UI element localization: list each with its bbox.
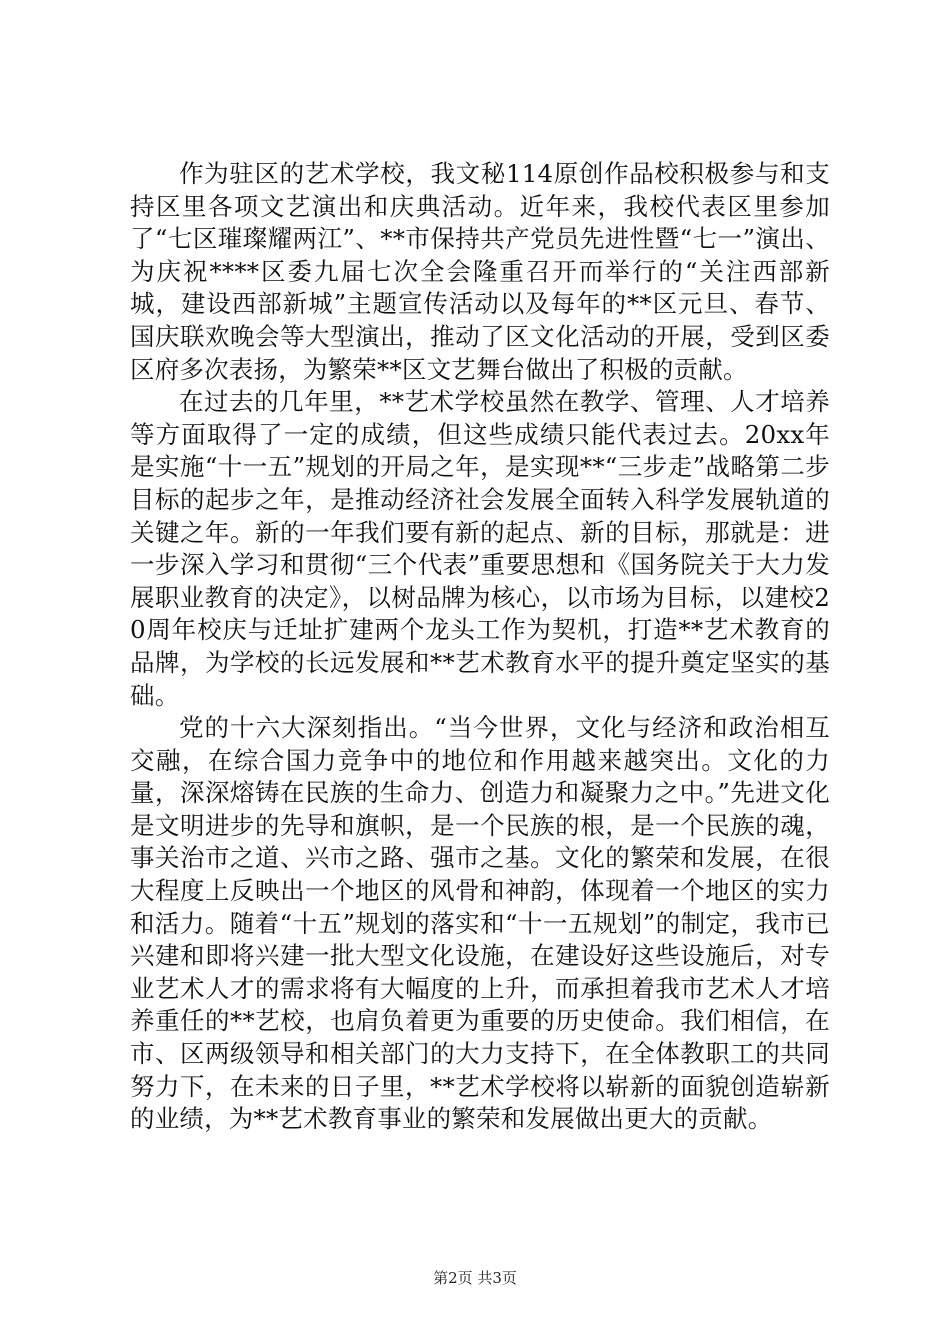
document-body <box>130 158 830 1136</box>
paragraph-2: 在过去的几年里，**艺术学校虽然在教学、管理、人才培养等方面取得了一定的成绩，但这些成绩只能代表过去。20xx年是实施“十一五”规划的开局之年，是实现**“三步走”战略第二步目标的起步之年，是推动经济社会发展全面转入科学发展轨道的关键之年。新的一年我们要有新的起点、新的目标，那就是：进一步深入学习和贯彻“三个代表”重要思想和《国务院关于大力发展职业教育的决定》，以树品牌为核心，以市场为目标，以建校20周年校庆与迁址扩建两个龙头工作为契机，打造**艺术教育的品牌，为学校的长远发展和**艺术教育水平的提升奠定坚实的基础。 <box>130 387 830 710</box>
paragraph-3: 党的十六大深刻指出。“当今世界，文化与经济和政治相互交融，在综合国力竞争中的地位和作用越来越突出。文化的力量，深深熔铸在民族的生命力、创造力和凝聚力之中。”先进文化是文明进步的先导和旗帜，是一个民族的根，是一个民族的魂，事关治市之道、兴市之路、强市之基。文化的繁荣和发展，在很大程度上反映出一个地区的风骨和神韵，体现着一个地区的实力和活力。随着“十五”规划的落实和“十一五规划”的制定，我市已兴建和即将兴建一批大型文化设施，在建设好这些设施后，对专业艺术人才的需求将有大幅度的上升，而承担着我市艺术人才培养重任的**艺校，也肩负着更为重要的历史使命。我们相信，在市、区两级领导和相关部门的大力支持下，在全体教职工的共同努力下，在未来的日子里，**艺术学校将以崭新的面貌创造崭新的业绩，为**艺术教育事业的繁荣和发展做出更大的贡献。 <box>130 713 830 1134</box>
page-number-footer: 第2页 共3页 <box>433 1269 517 1287</box>
paragraph-1: 作为驻区的艺术学校，我文秘114原创作品校积极参与和支持区里各项文艺演出和庆典活动。近年来，我校代表区里参加了“七区璀璨耀两江”、**市保持共产党员先进性暨“七一”演出、为庆祝****区委九届七次全会隆重召开而举行的“关注西部新城，建设西部新城”主题宣传活动以及每年的**区元旦、春节、国庆联欢晚会等大型演出，推动了区文化活动的开展，受到区委区府多次表扬，为繁荣**区文艺舞台做出了积极的贡献。 <box>130 159 830 384</box>
